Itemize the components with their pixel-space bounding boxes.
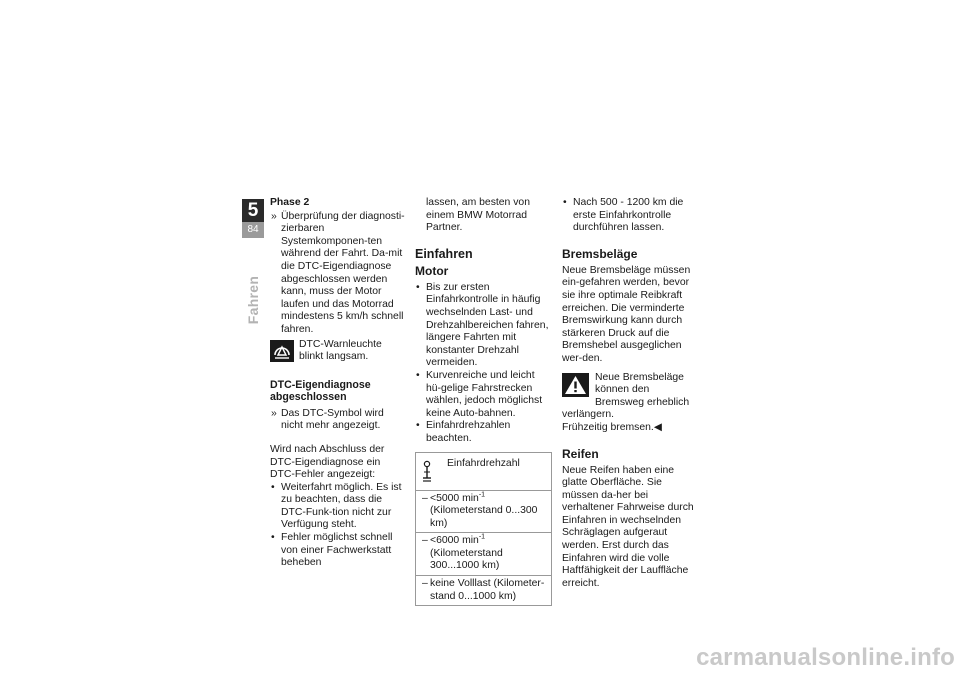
phase-step: » Überprüfung der diagnosti-zierbaren Systemkomponen-ten während der Fahrt. Da-mit die DTC-Eigendiagnose abgeschlossen werden kann, muss der Motor laufen und das Motorrad mindestens 5 km/h schnell fahren. — [270, 211, 406, 337]
rpm-table-header — [416, 453, 551, 491]
heading-brakes: Bremsbeläge — [562, 246, 638, 261]
rpm-table-row — [416, 533, 551, 576]
heading-motor: Motor — [415, 263, 449, 278]
chapter-title-vertical — [233, 270, 273, 330]
brakes-warning — [562, 372, 698, 422]
warning-triangle-icon — [562, 373, 589, 397]
rpm-value: keine Volllast (Kilometer-stand 0...1000 km) — [430, 578, 545, 602]
rpm-table-row — [416, 576, 551, 605]
rpm-table — [415, 452, 552, 607]
rpm-mileage: (Kilometerstand 300...1000 km) — [430, 547, 503, 572]
continuation-text: lassen, am besten von einem BMW Motorrad Partner. — [426, 197, 530, 234]
inspection-bullet: • Nach 500 - 1200 km die erste Einfahrkontrolle durchführen lassen. — [562, 197, 698, 235]
text-column-2 — [415, 197, 551, 606]
rpm-unit-exponent: -1 — [478, 491, 486, 499]
heading-einfahren: Einfahren — [415, 246, 473, 261]
rpm-value: <5000 min — [430, 492, 479, 504]
rpm-table-row — [416, 491, 551, 534]
completed-heading: DTC-Eigendiagnose abgeschlossen — [270, 378, 371, 404]
phase-heading: Phase 2 — [270, 197, 310, 208]
brakes-warning-tail: Frühzeitig bremsen.◀ — [562, 421, 662, 433]
error-intro: Wird nach Abschluss der DTC-Eigendiagnose ein DTC-Fehler angezeigt: — [270, 443, 385, 481]
brakes-text: Neue Bremsbeläge müssen ein-gefahren werden, bevor sie ihre optimale Reibkraft erreichen. Die verminderte Bremswirkung kann durch stärkeren Druck auf die Bremshebel ausgeglichen wer-den. — [562, 264, 691, 364]
lamp-notice — [270, 339, 406, 365]
brakes-warning-text: Neue Bremsbeläge können den Bremsweg erheblich verlängern. — [562, 371, 690, 421]
chapter-title: Fahren — [245, 275, 261, 325]
rev-counter-icon — [422, 460, 432, 482]
error-bullet: • Fehler möglichst schnell von einer Fachwerkstatt beheben — [270, 532, 406, 570]
motor-bullet: • Bis zur ersten Einfahrkontrolle in häufig wechselnden Last- und Drehzahlbereichen fahren, längere Fahrten mit konstanter Drehzahl vermeiden. — [415, 282, 551, 370]
tyres-text: Neue Reifen haben eine glatte Oberfläche. Sie müssen da-her bei verhaltener Fahrweise durch Einfahren in wechselnden Schräglagen aufgeraut werden. Erst durch das Einfahren wird die volle Haftfähigkeit der Lauffläche erreicht. — [562, 464, 694, 589]
rpm-table-title: Einfahrdrehzahl — [447, 457, 520, 469]
motor-bullet: • Einfahrdrehzahlen beachten. — [415, 420, 551, 445]
text-column-3 — [562, 197, 698, 590]
motor-bullet: • Kurvenreiche und leicht hü-gelige Fahrstrecken wählen, jedoch möglichst keine Auto-bahnen. — [415, 370, 551, 420]
dtc-warning-lamp-icon — [270, 340, 294, 362]
watermark: carmanualsonline.info — [696, 644, 955, 671]
rpm-value: <6000 min — [430, 535, 479, 547]
chapter-number: 5 — [242, 199, 264, 222]
lamp-notice-text: DTC-Warnleuchte blinkt langsam. — [299, 338, 382, 363]
heading-tyres: Reifen — [562, 446, 599, 461]
rpm-unit-exponent: -1 — [478, 533, 486, 541]
completed-step: » Das DTC-Symbol wird nicht mehr angezeigt. — [270, 408, 406, 433]
error-bullet: • Weiterfahrt möglich. Es ist zu beachten, dass die DTC-Funk-tion nicht zur Verfügung steht. — [270, 482, 406, 532]
text-column-1 — [270, 197, 406, 570]
rpm-mileage: (Kilometerstand 0...300 km) — [430, 505, 538, 529]
page-number: 84 — [242, 222, 264, 238]
